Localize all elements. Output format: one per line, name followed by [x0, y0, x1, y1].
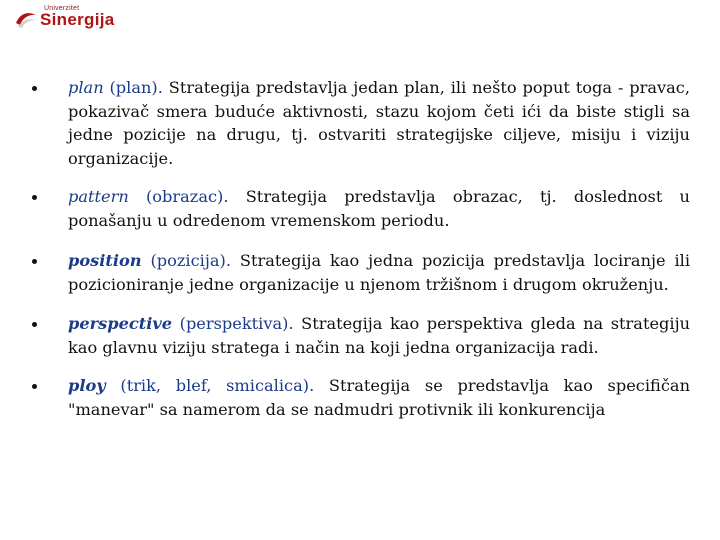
logo-big-text: Sinergija — [40, 10, 115, 29]
item-text — [68, 249, 690, 296]
item-term: plan — [68, 78, 104, 97]
item-text — [68, 76, 690, 170]
list-item — [0, 76, 720, 170]
university-logo — [10, 4, 115, 32]
list-item — [0, 312, 720, 359]
item-term: perspective — [68, 314, 173, 333]
item-text — [68, 185, 690, 232]
bullet-dot — [32, 259, 37, 264]
item-description: Strategija predstavlja obrazac, tj. doslednost u ponašanju u odredenom vremenskom periodu. — [68, 187, 690, 230]
list-item — [0, 374, 720, 421]
logo-small-text: Univerzitet — [44, 5, 80, 12]
item-text — [68, 374, 690, 421]
item-description: Strategija predstavlja jedan plan, ili nešto poput toga - pravac, pokazivač smera buduće aktivnosti, stazu kojom četi ići da biste stigli sa jedne pozicije na drugu, tj. ostvariti strategijske ciljeve, misiju i viziju organizacije. — [68, 78, 690, 168]
bullet-dot — [32, 384, 37, 389]
item-description: Strategija se predstavlja kao specifičan "manevar" sa namerom da se nadmudri protivnik ili konkurencija — [68, 376, 690, 419]
list-item — [0, 249, 720, 296]
sinergija-logo-icon — [14, 9, 38, 29]
bullet-dot — [32, 322, 37, 327]
bullet-dot — [32, 195, 37, 200]
item-term: pattern — [68, 187, 129, 206]
strategy-list — [0, 76, 720, 437]
item-text — [68, 312, 690, 359]
item-translation: (perspektiva). — [179, 314, 294, 333]
item-translation: (trik, blef, smicalica). — [120, 376, 315, 395]
item-description: Strategija kao perspektiva gleda na strategiju kao glavnu viziju stratega i način na koji jedna organizacija radi. — [68, 314, 691, 357]
item-description: Strategija kao jedna pozicija predstavlja lociranje ili pozicioniranje jedne organizacije u njenom tržišnom i drugom okruženju. — [68, 251, 690, 294]
item-term: ploy — [68, 376, 106, 395]
item-translation: (plan). — [109, 78, 163, 97]
list-item — [0, 185, 720, 232]
item-translation: (obrazac). — [145, 187, 229, 206]
item-term: position — [68, 251, 142, 270]
item-translation: (pozicija). — [150, 251, 231, 270]
bullet-dot — [32, 86, 37, 91]
